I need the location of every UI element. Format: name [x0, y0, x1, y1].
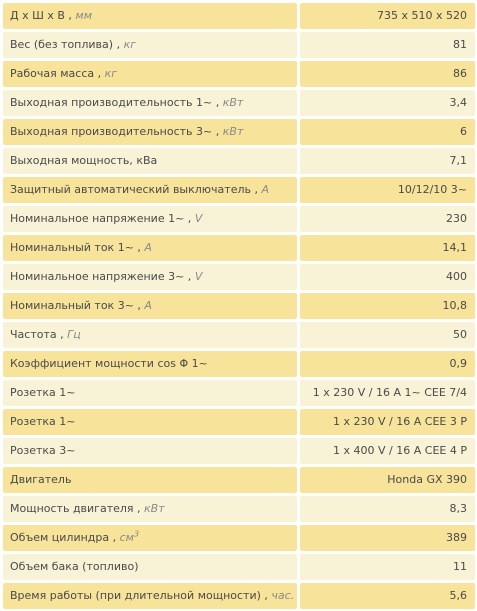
spec-row — [3, 583, 475, 609]
spec-unit — [144, 502, 165, 515]
spec-unit — [144, 241, 152, 254]
spec-unit — [195, 270, 203, 283]
spec-unit-text: кг — [123, 38, 137, 51]
spec-row — [3, 467, 475, 493]
spec-value: 5,6 — [300, 583, 475, 609]
spec-value: 1 x 230 V / 16 A 1~ CEE 7/4 — [300, 380, 475, 406]
spec-unit-separator: , — [94, 67, 105, 80]
spec-value: Honda GX 390 — [300, 467, 475, 493]
spec-value: 6 — [300, 119, 475, 145]
spec-label: Время работы (при длительной мощности) — [10, 589, 261, 602]
spec-table — [3, 3, 475, 609]
spec-label-cell — [3, 3, 297, 29]
spec-unit-text: кг — [104, 67, 118, 80]
spec-label-cell — [3, 322, 297, 348]
spec-unit — [67, 328, 81, 341]
spec-value: 81 — [300, 32, 475, 58]
spec-value: 0,9 — [300, 351, 475, 377]
spec-unit-text: мм — [75, 9, 93, 22]
spec-unit-separator: , — [133, 299, 145, 312]
spec-label: Номинальное напряжение 3~ — [10, 270, 185, 283]
spec-label: Номинальный ток 3~ — [10, 299, 134, 312]
spec-unit-text: Гц — [67, 328, 81, 341]
spec-unit-separator: , — [56, 328, 68, 341]
spec-row — [3, 90, 475, 116]
spec-label-cell — [3, 235, 297, 261]
spec-unit-separator: , — [250, 183, 262, 196]
spec-label-cell — [3, 293, 297, 319]
spec-row — [3, 32, 475, 58]
spec-label-cell — [3, 264, 297, 290]
spec-label: Частота — [10, 328, 57, 341]
spec-value: 400 — [300, 264, 475, 290]
spec-unit — [195, 212, 203, 225]
spec-row — [3, 119, 475, 145]
spec-row — [3, 148, 475, 174]
spec-label-cell — [3, 90, 297, 116]
spec-row — [3, 264, 475, 290]
spec-row — [3, 322, 475, 348]
spec-label-cell — [3, 583, 297, 609]
spec-value: 50 — [300, 322, 475, 348]
spec-label-cell — [3, 32, 297, 58]
spec-label-cell — [3, 119, 297, 145]
spec-unit-separator: , — [113, 38, 124, 51]
spec-unit-separator: , — [64, 9, 76, 22]
spec-label-cell — [3, 438, 297, 464]
spec-row — [3, 380, 475, 406]
spec-label-cell — [3, 148, 297, 174]
spec-label-cell — [3, 496, 297, 522]
spec-value: 1 x 400 V / 16 A CEE 4 P — [300, 438, 475, 464]
spec-value: 10/12/10 3~ — [300, 177, 475, 203]
spec-row — [3, 61, 475, 87]
spec-label: Выходная производительность 1~ — [10, 96, 213, 109]
spec-unit-separator: , — [184, 212, 195, 225]
spec-label: Объем бака (топливо) — [10, 560, 139, 573]
spec-value: 7,1 — [300, 148, 475, 174]
spec-value: 1 x 230 V / 16 A CEE 3 P — [300, 409, 475, 435]
spec-unit-text: V — [194, 212, 203, 225]
spec-value: 735 x 510 x 520 — [300, 3, 475, 29]
spec-label: Вес (без топлива) — [10, 38, 114, 51]
spec-label-cell — [3, 525, 297, 551]
spec-label: Выходная производительность 3~ — [10, 125, 213, 138]
spec-row — [3, 235, 475, 261]
spec-row — [3, 177, 475, 203]
spec-label: Защитный автоматический выключатель — [10, 183, 251, 196]
spec-value: 230 — [300, 206, 475, 232]
spec-row — [3, 3, 475, 29]
spec-unit-text: A — [261, 183, 270, 196]
spec-label-cell — [3, 380, 297, 406]
spec-unit-text: час. — [271, 589, 295, 602]
spec-label: Коэффициент мощности cos Φ 1~ — [10, 357, 208, 370]
spec-value: 8,3 — [300, 496, 475, 522]
spec-value: 10,8 — [300, 293, 475, 319]
spec-unit — [144, 299, 152, 312]
spec-label-cell — [3, 409, 297, 435]
spec-unit-superscript: 3 — [133, 529, 140, 539]
spec-unit — [261, 183, 269, 196]
spec-unit-separator: , — [109, 531, 120, 544]
spec-unit — [223, 96, 244, 109]
spec-row — [3, 293, 475, 319]
spec-unit-separator: , — [212, 96, 223, 109]
spec-unit-separator: , — [260, 589, 272, 602]
spec-unit-text: A — [144, 299, 152, 312]
spec-label: Розетка 3~ — [10, 444, 76, 457]
spec-label: Д х Ш х В — [10, 9, 65, 22]
spec-label: Номинальный ток 1~ — [10, 241, 134, 254]
spec-label: Объем цилиндра — [10, 531, 110, 544]
spec-label: Мощность двигателя — [10, 502, 134, 515]
spec-unit-separator: , — [184, 270, 195, 283]
spec-unit-separator: , — [133, 502, 145, 515]
spec-unit-text: кВт — [222, 125, 244, 138]
spec-label-cell — [3, 467, 297, 493]
spec-label-cell — [3, 554, 297, 580]
spec-unit-text: V — [194, 270, 203, 283]
spec-value: 389 — [300, 525, 475, 551]
spec-row — [3, 438, 475, 464]
spec-unit — [120, 531, 139, 544]
spec-row — [3, 206, 475, 232]
spec-unit — [223, 125, 244, 138]
spec-row — [3, 351, 475, 377]
spec-label-cell — [3, 351, 297, 377]
spec-label: Розетка 1~ — [10, 386, 76, 399]
spec-unit — [105, 67, 117, 80]
spec-label: Номинальное напряжение 1~ — [10, 212, 185, 225]
spec-unit — [75, 9, 92, 22]
spec-value: 86 — [300, 61, 475, 87]
spec-unit-text: кВт — [144, 502, 165, 515]
spec-label-cell — [3, 206, 297, 232]
spec-label: Двигатель — [10, 473, 72, 486]
spec-row — [3, 409, 475, 435]
spec-unit-separator: , — [212, 125, 223, 138]
spec-row — [3, 496, 475, 522]
spec-value: 14,1 — [300, 235, 475, 261]
spec-label-cell — [3, 61, 297, 87]
spec-row — [3, 525, 475, 551]
spec-unit-text: кВт — [222, 96, 244, 109]
spec-row — [3, 554, 475, 580]
spec-unit — [124, 38, 136, 51]
spec-unit — [271, 589, 294, 602]
spec-unit-text: A — [144, 241, 152, 254]
spec-label: Розетка 1~ — [10, 415, 76, 428]
spec-unit-separator: , — [133, 241, 145, 254]
spec-value: 3,4 — [300, 90, 475, 116]
spec-label: Выходная мощность, кВа — [10, 154, 158, 167]
spec-value: 11 — [300, 554, 475, 580]
spec-label-cell — [3, 177, 297, 203]
spec-label: Рабочая масса — [10, 67, 95, 80]
spec-unit-text: см — [119, 531, 134, 544]
